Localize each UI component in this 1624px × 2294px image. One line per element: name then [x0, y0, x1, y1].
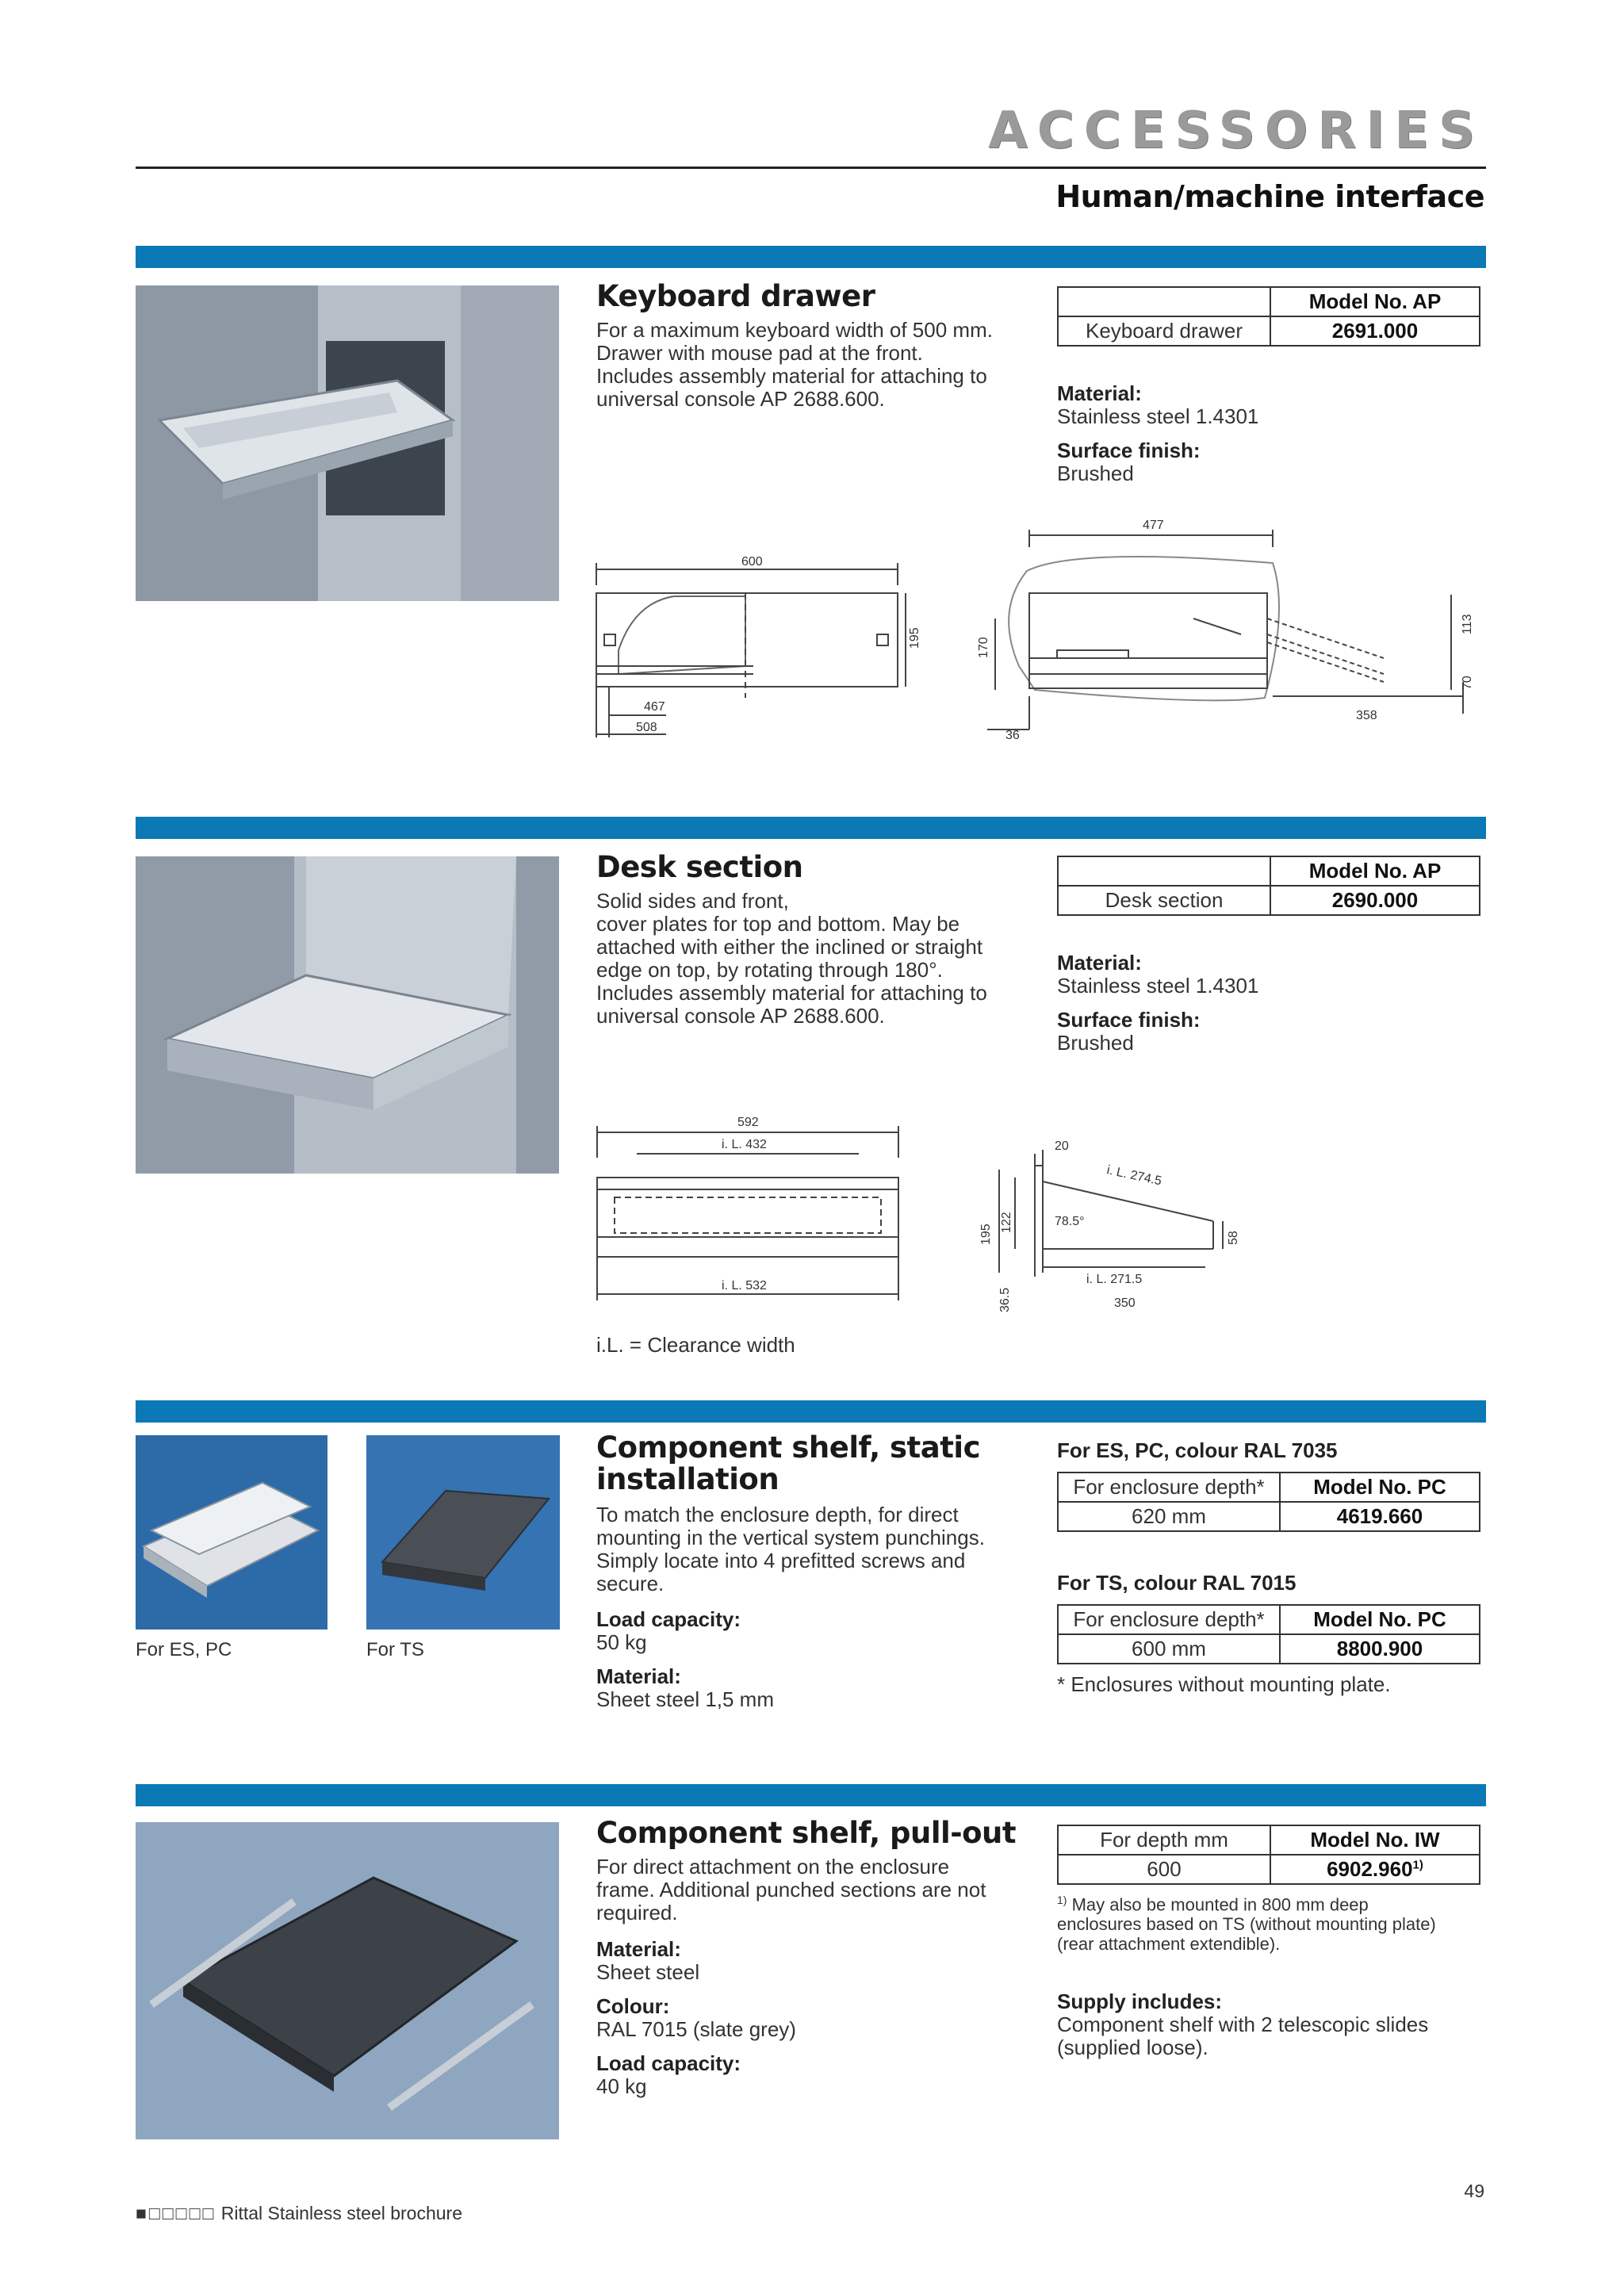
footer-squares: ■□□□□□ [136, 2203, 216, 2223]
es-pc-heading: For ES, PC, colour RAL 7035 [1057, 1438, 1338, 1462]
clearance-width-note: i.L. = Clearance width [596, 1333, 795, 1357]
desk-section-model-table: Model No. AP Desk section 2690.000 [1057, 856, 1480, 916]
dim-508: 508 [636, 721, 657, 734]
dim-350: 350 [1114, 1296, 1136, 1310]
pullout-shelf-photo [136, 1822, 559, 2139]
keyboard-drawer-title: Keyboard drawer [596, 279, 875, 313]
dim-170: 170 [977, 637, 990, 658]
caption-ts: For TS [366, 1639, 424, 1660]
section-band-desk [136, 817, 1486, 839]
dim-600: 600 [741, 555, 763, 569]
dim-70: 70 [1461, 676, 1474, 690]
desk-section-photo [136, 856, 559, 1174]
pullout-shelf-description: For direct attachment on the enclosure frame. Additional punched sections are not required. [596, 1855, 986, 1924]
desk-section-front-drawing [587, 1110, 928, 1308]
footer [136, 2203, 462, 2224]
dim-592: 592 [737, 1116, 759, 1129]
keyboard-drawer-model-table: Model No. AP Keyboard drawer 2691.000 [1057, 286, 1480, 347]
dim-195: 195 [908, 627, 921, 649]
dim-36: 36 [1005, 729, 1020, 742]
dim-477: 477 [1143, 519, 1164, 532]
static-shelf-es-photo [136, 1435, 327, 1630]
footer-brochure-title: Rittal Stainless steel brochure [220, 2203, 463, 2223]
ts-heading: For TS, colour RAL 7015 [1057, 1571, 1297, 1595]
static-shelf-footnote: * Enclosures without mounting plate. [1057, 1672, 1391, 1696]
dim-il432: i. L. 432 [722, 1138, 767, 1151]
static-shelf-ts-table: For enclosure depth* Model No. PC 600 mm 8800.900 [1057, 1604, 1480, 1664]
dim-467: 467 [644, 700, 665, 714]
keyboard-drawer-front-drawing [587, 547, 936, 745]
keyboard-drawer-side-drawing [971, 515, 1495, 753]
dim-il271: i. L. 271.5 [1086, 1273, 1143, 1286]
pullout-shelf-footnote: $^{1)}$ May also be mounted in 800 mm deep enclosures based on TS (without mounting plate) (rear attachment extendible). [1057, 1894, 1436, 1955]
section-band-keyboard [136, 246, 1486, 268]
desk-section-description: Solid sides and front, cover plates for top and bottom. May be attached with either the inclined or straight edge on top, by rotating through 180°. Includes assembly material for attaching to universal console AP 2688.600. [596, 889, 987, 1028]
dim-122: 122 [1000, 1212, 1013, 1233]
dim-195-desk: 195 [979, 1224, 993, 1245]
static-shelf-ts-photo [366, 1435, 560, 1630]
dim-angle: 78.5° [1055, 1215, 1085, 1228]
dim-20: 20 [1055, 1139, 1069, 1153]
static-shelf-title: Component shelf, static installation [596, 1430, 981, 1496]
dim-36-5: 36.5 [998, 1287, 1012, 1312]
caption-es-pc: For ES, PC [136, 1639, 232, 1660]
desk-section-title: Desk section [596, 850, 803, 884]
page-number: 49 [1464, 2181, 1484, 2201]
pullout-shelf-model-table: For depth mm Model No. IW 600 6902.960$^{1)}$ [1057, 1825, 1480, 1885]
pullout-shelf-title: Component shelf, pull-out [596, 1816, 1017, 1850]
static-shelf-description: To match the enclosure depth, for direct mounting in the vertical system punchings. Simply locate into 4 prefitted screws and secure. [596, 1503, 985, 1595]
pullout-shelf-specs: Material: Sheet steel Colour: RAL 7015 (slate grey) Load capacity: 40 kg [596, 1937, 796, 2098]
dim-58: 58 [1227, 1231, 1240, 1245]
static-shelf-es-table: For enclosure depth* Model No. PC 620 mm 4619.660 [1057, 1472, 1480, 1532]
desk-section-specs: Material: Stainless steel 1.4301 Surface finish: Brushed [1057, 951, 1259, 1055]
section-band-pullout [136, 1784, 1486, 1806]
section-band-static-shelf [136, 1400, 1486, 1423]
keyboard-drawer-specs: Material: Stainless steel 1.4301 Surface finish: Brushed [1057, 381, 1259, 485]
dim-il532: i. L. 532 [722, 1279, 767, 1293]
dim-il274: i. L. 274.5 [1105, 1163, 1163, 1189]
keyboard-drawer-description: For a maximum keyboard width of 500 mm. Drawer with mouse pad at the front. Includes assembly material for attaching to universal console AP 2688.600. [596, 318, 993, 411]
page-header-title: ACCESSORIES [988, 101, 1484, 160]
static-shelf-specs: Load capacity: 50 kg Material: Sheet steel 1,5 mm [596, 1607, 774, 1711]
dim-358: 358 [1356, 709, 1377, 722]
header-rule [136, 167, 1486, 169]
pullout-supply-includes: Supply includes: Component shelf with 2 telescopic slides (supplied loose). [1057, 1990, 1429, 2059]
desk-section-side-drawing [967, 1134, 1253, 1316]
page-header-subtitle: Human/machine interface [1055, 179, 1484, 214]
keyboard-drawer-photo [136, 285, 559, 601]
dim-113: 113 [1461, 614, 1474, 634]
